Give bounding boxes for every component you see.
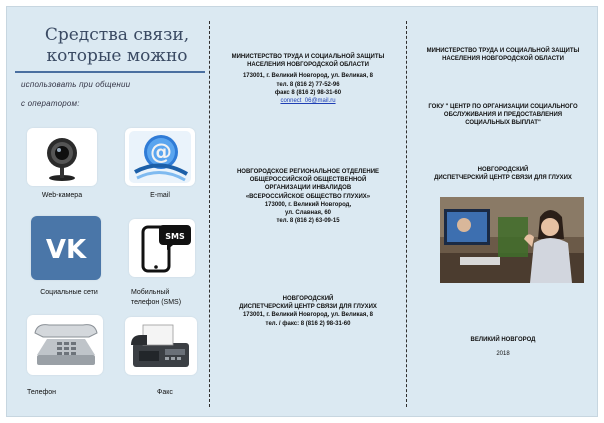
fax-icon [125, 317, 197, 375]
dispatch-center-block [213, 295, 403, 328]
subtitle-line-2: с оператором: [21, 99, 80, 108]
webcam-tile [27, 128, 97, 186]
deaf-society-phone: тел. 8 (816 2) 63-09-15 [276, 218, 340, 225]
panel-title [31, 25, 203, 67]
title-rule [15, 71, 205, 73]
ministry-line-2: НАСЕЛЕНИЯ НОВГОРОДСКОЙ ОБЛАСТИ [247, 62, 369, 69]
ministry-contact-block [213, 53, 403, 105]
mobile-sms-icon [129, 219, 195, 277]
fold-divider-right [406, 21, 407, 407]
fax-label: Факс [157, 389, 173, 396]
right-dispatch-block [410, 166, 596, 182]
right-ministry-block [410, 47, 596, 63]
goku-center-block [410, 103, 596, 128]
city-label: ВЕЛИКИЙ НОВГОРОД [470, 337, 536, 343]
webcam-label: Web-камера [41, 192, 83, 199]
ministry-phone: тел. 8 (816 2) 77-52-96 [276, 81, 340, 88]
desk-phone-icon [27, 315, 103, 375]
subtitle-line-1: использовать при общении [21, 80, 131, 89]
deaf-society-block [213, 168, 403, 225]
right-dispatch-line-2: ДИСПЕТЧЕРСКИЙ ЦЕНТР СВЯЗИ ДЛЯ ГЛУХИХ [434, 175, 572, 182]
vk-icon [31, 216, 101, 280]
dispatch-address: 173001, г. Великий Новгород, ул. Великая, 8 [242, 312, 374, 319]
deaf-society-line-1: НОВГОРОДСКОЕ РЕГИОНАЛЬНОЕ ОТДЕЛЕНИЕ [236, 169, 380, 175]
deaf-society-address: 173000, г. Великий Новгород, [264, 201, 352, 208]
title-line-2: которые можно [46, 46, 188, 66]
vk-logo-text: VK [45, 235, 87, 265]
vk-tile [31, 216, 101, 280]
operator-photo [440, 197, 584, 283]
dispatch-phone-fax: тел. / факс: 8 (816 2) 98-31-60 [265, 320, 351, 327]
mobile-label-line-2: телефон (SMS) [131, 299, 182, 306]
sms-bubble-text: SMS [165, 232, 185, 241]
telephone-label: Телефон [27, 389, 57, 396]
mobile-sms-tile [129, 219, 195, 277]
year-label: 2018 [496, 351, 510, 357]
title-line-1: Средства связи, [44, 25, 190, 45]
fold-divider-left [209, 21, 210, 407]
dispatch-line-1: НОВГОРОДСКИЙ [282, 296, 334, 302]
ministry-email-link[interactable]: connect_06@mail.ru [280, 98, 336, 105]
deaf-society-line-2: ОБЩЕРОССИЙСКОЙ ОБЩЕСТВЕННОЙ [249, 177, 367, 184]
ministry-fax: факс 8 (816 2) 98-31-60 [274, 89, 342, 96]
dispatch-line-2: ДИСПЕТЧЕРСКИЙ ЦЕНТР СВЯЗИ ДЛЯ ГЛУХИХ [239, 304, 377, 311]
svg-text:@: @ [150, 140, 172, 165]
email-label: E-mail [150, 192, 170, 199]
brochure-sheet [6, 6, 598, 417]
goku-line-1: ГОКУ " ЦЕНТР ПО ОРГАНИЗАЦИИ СОЦИАЛЬНОГО [428, 104, 578, 110]
right-ministry-line-1: МИНИСТЕРСТВО ТРУДА И СОЦИАЛЬНОЙ ЗАЩИТЫ [426, 48, 580, 54]
mobile-label-line-1: Мобильный [131, 289, 170, 296]
right-dispatch-line-1: НОВГОРОДСКИЙ [477, 167, 529, 173]
deaf-society-street: ул. Славная, 60 [284, 210, 332, 217]
goku-line-2: ОБСЛУЖИВАНИЯ И ПРЕДОСТАВЛЕНИЯ [443, 112, 563, 119]
deaf-society-line-4: «ВСЕРОССИЙСКОЕ ОБЩЕСТВО ГЛУХИХ» [245, 193, 371, 200]
email-icon [125, 128, 195, 186]
goku-line-3: СОЦИАЛЬНЫХ ВЫПЛАТ" [465, 120, 541, 127]
ministry-line-1: МИНИСТЕРСТВО ТРУДА И СОЦИАЛЬНОЙ ЗАЩИТЫ [231, 54, 385, 60]
email-tile [125, 128, 195, 186]
ministry-address: 173001, г. Великий Новгород, ул. Великая, 8 [242, 73, 374, 80]
social-networks-label: Социальные сети [40, 289, 98, 296]
mobile-label [131, 288, 203, 308]
right-ministry-line-2: НАСЕЛЕНИЯ НОВГОРОДСКОЙ ОБЛАСТИ [442, 56, 564, 63]
desk-phone-tile [27, 315, 103, 375]
webcam-icon [27, 128, 97, 186]
fax-tile [125, 317, 197, 375]
deaf-society-line-3: ОРГАНИЗАЦИИ ИНВАЛИДОВ [264, 185, 352, 192]
